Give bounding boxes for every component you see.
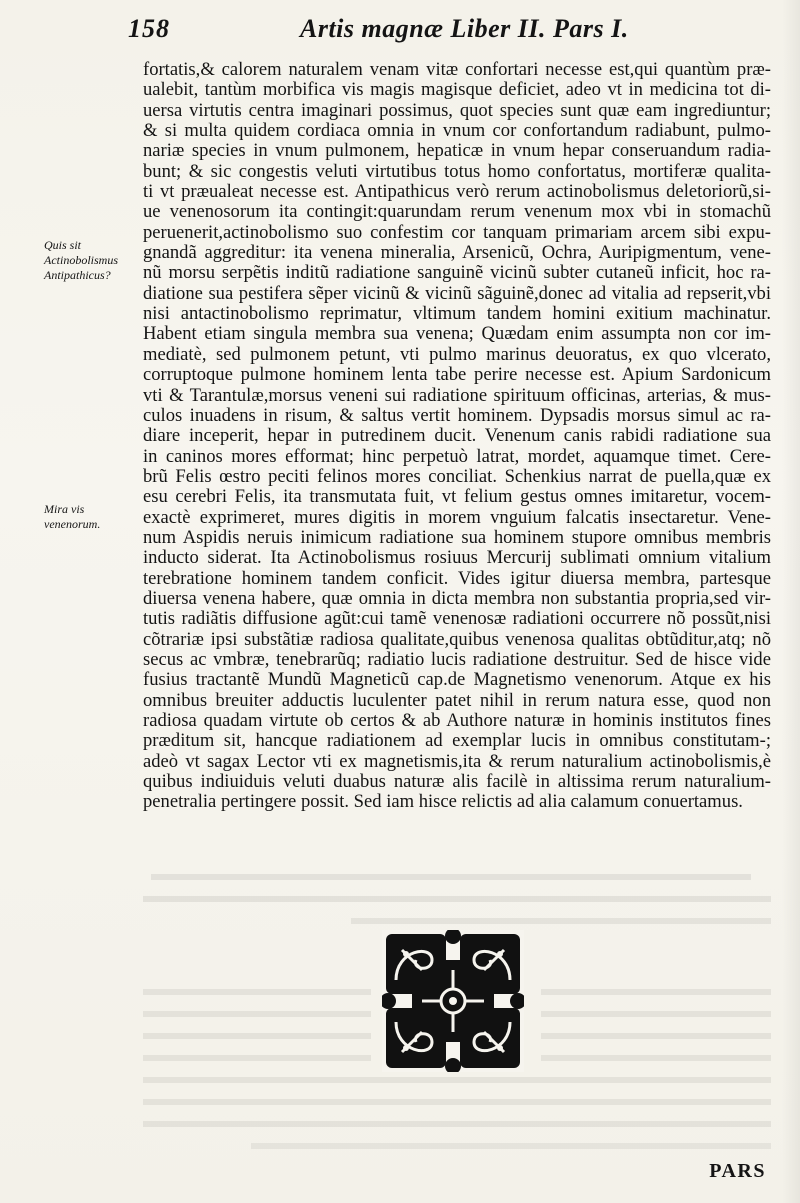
page-number: 158 (128, 14, 170, 43)
text-line: omnibus breuiter adductis luculenter patet nihil in rerum natura esse, quod non (143, 690, 771, 711)
text-line: in caninos mores efformat; hinc perpetuò latrat, mordet, aquamque timet. Cere- (143, 446, 771, 467)
text-line: fusius tractantẽ Mundũ Magneticũ cap.de Magnetismo venenorum. Atque ex his (143, 670, 771, 691)
text-line: vti & Tarantulæ,morsus veneni sui radiatione spirituum officinas, arterias, & mus- (143, 385, 771, 406)
text-line: inducto siderat. Ita Actinobolismus rosiuus Mercurij sublimati omnium vitalium (143, 548, 771, 569)
text-line: ti vt præualeat necesse est. Antipathicus verò rerum actinobolismus deletoriorũ,si- (143, 182, 771, 203)
text-line: adeò vt sagax Lector vti ex magnetismis,ita & rerum naturalium actinobolismis,è (143, 751, 771, 772)
text-line: radiosa quadam virtute ob certos & ab Authore naturæ in hominis institutos fines (143, 711, 771, 731)
text-line: exactè exprimeret, mures digitis in morem vnguium falcatis insectaretur. Vene- (143, 507, 771, 528)
text-line: fortatis,& calorem naturalem venam vitæ confortari necesse est,qui quantùm præ- (143, 60, 771, 80)
scan-edge-shadow (782, 0, 800, 1203)
margin-note-actinobolismus: Quis sit Actinobolismus Antipathicus? (44, 238, 118, 282)
text-line: bunt; & sic congestis veluti virtutibus totus homo confortatus, mortiferæ qualita- (143, 161, 771, 182)
text-line: num Aspidis neruis inimicum radiatione sua hominem stupore omnibus membris (143, 527, 771, 548)
text-line: tutis radiãtis diffusione agũt:cui tamẽ venenosæ radiationi occurrere nõ possũt,nisi (143, 609, 771, 630)
text-line: cõtrariæ ipsi substãtiæ radiosa qualitate,quibus venenosa qualitas obtũditur,atq; nõ (143, 629, 771, 650)
text-line: brũ Felis œstro peciti felinos mores conciliat. Schenkius narrat de puella,quæ ex (143, 466, 771, 487)
running-head: Artis magnæ Liber II. Pars I. (300, 14, 629, 43)
text-line: nariæ species in vnum pulmonem, hepaticæ in vnum hepar conseruandum radia- (143, 141, 771, 162)
text-line: culos inuadens in risum, & saltus vertit hominem. Dypsadis morsus simul ac ra- (143, 405, 771, 426)
text-line: ualebit, tantùm morbifica vis magis magisque deficiet, adeo vt in medicina tot di- (143, 80, 771, 101)
catchword: PARS (709, 1160, 766, 1182)
bleed-through-lines (143, 868, 771, 938)
text-line: diuersa venena habere, quæ omnia in dicta membra non substantia propria,sed vir- (143, 588, 771, 609)
text-line: gnandã aggreditur: ita venena mineralia, Arsenicũ, Ochra, Auripigmentum, vene- (143, 243, 771, 264)
text-line: penetralia pertingere possit. Sed iam hisce relictis ad alia calamum conuertamus. (143, 792, 743, 813)
text-line: ue venenosorum ita contingit:quarundam rerum venenum mox vbi in stomachũ (143, 202, 771, 223)
body-text (143, 60, 771, 813)
margin-note-venena: Mira vis venenorum. (44, 502, 101, 531)
text-line: terebratione hominem tandem conficit. Vides igitur diuersa membra, partesque (143, 568, 771, 589)
text-line: diatione sua pestifera sẽper vicinũ & vicinũ sãguinẽ,donec ad vitalia ad repserit,vbi (143, 283, 771, 304)
text-line: secus ac vmbræ, tenebrarũq; radiatio lucis radiatione destruitur. Sed de hisce vide (143, 649, 771, 670)
text-line: nisi antactinobolismo reprimatur, vltimum tandem homini exitium machinatur. (143, 304, 771, 325)
text-line: & si multa quidem cordiaca omnia in vnum cor confortandum radiabunt, pulmo- (143, 121, 771, 142)
text-line: mediatè, sed pulmonem petunt, vti pulmo marinus deuoratus, ex quo vlcerato, (143, 344, 771, 365)
text-line: nũ morsu serpẽtis inditũ radiatione sanguinẽ vicinũ subter cutaneũ inficit, hoc ra- (143, 263, 771, 284)
text-line: corruptoque pulmone hominem lenta tabe perire necesse est. Apium Sardonicum (143, 365, 771, 386)
text-line: quibus indiuiduis veluti duabus naturæ alis facilè in altissima rerum naturalium- (143, 772, 771, 793)
text-line: esu cerebri Felis, ita transmutata fuit, vt felium gestus omnes imitaretur, vocem- (143, 487, 771, 508)
text-line: Habent etiam singula membra sua venena; Quædam enim assumpta non cor im- (143, 324, 771, 345)
fleuron-ornament-icon (382, 930, 524, 1072)
page-header (128, 14, 768, 54)
text-line: peruenerit,actinobolismo suo confestim cor tanquam primariam arcem sibi expu- (143, 222, 771, 243)
text-line: præditum sit, hancque radiationem ad exemplar lucis in omnibus constitutam-; (143, 731, 771, 752)
text-line: diare inceperit, hepar in putredinem ducit. Venenum canis rabidi radiatione sua (143, 426, 771, 447)
text-line: uersa virtutis centra imaginari possimus, quot species sunt quæ eam ingrediuntur; (143, 100, 771, 121)
